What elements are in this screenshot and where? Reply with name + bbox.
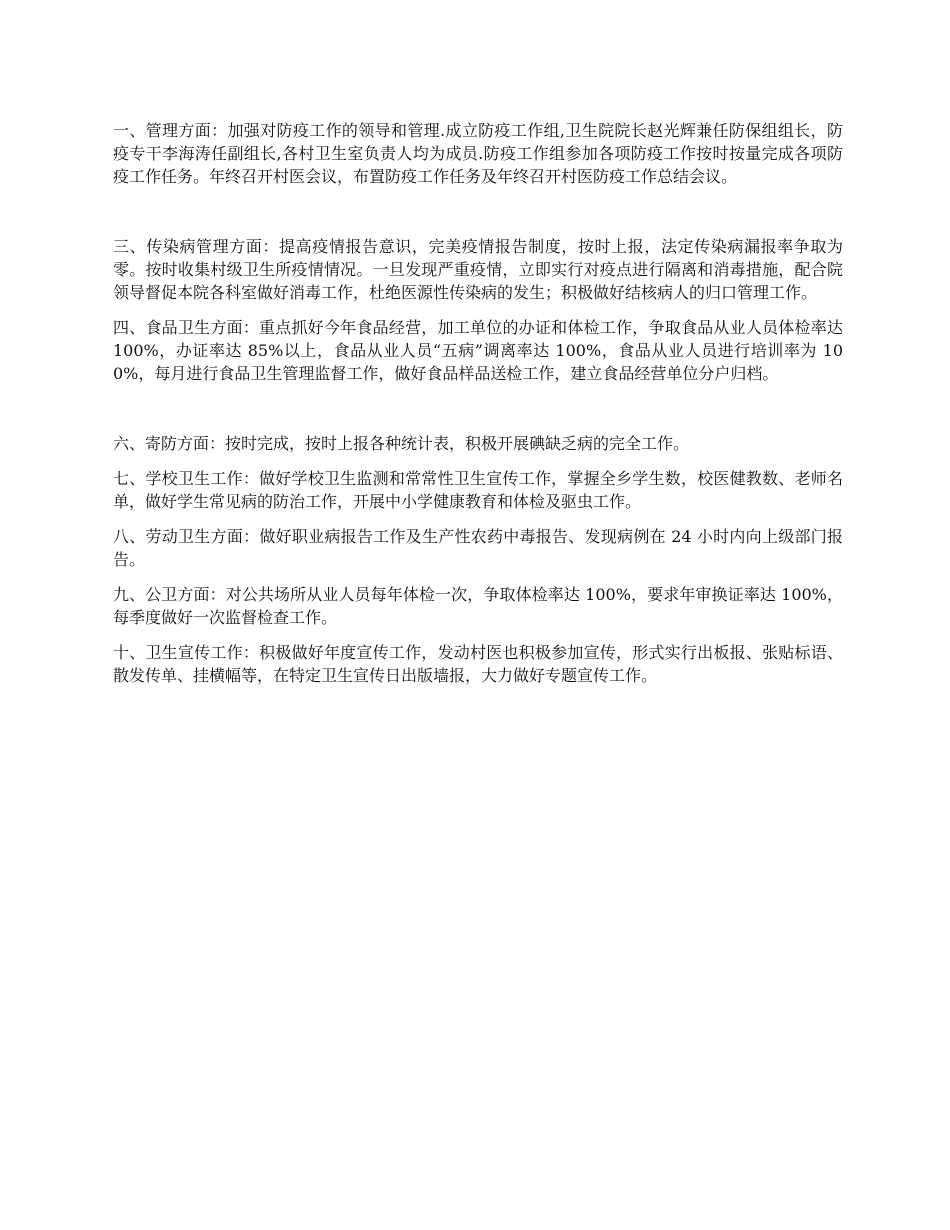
paragraph-gap bbox=[113, 200, 843, 235]
paragraph-infectious-disease: 三、传染病管理方面：提高疫情报告意识，完美疫情报告制度，按时上报，法定传染病漏报率争取为零。按时收集村级卫生所疫情情况。一旦发现严重疫情，立即实行对疫点进行隔离和消毒措施，配合院领导督促本院各科室做好消毒工作，杜绝医源性传染病的发生；积极做好结核病人的归口管理工作。 bbox=[113, 237, 843, 302]
paragraph-public-hygiene: 九、公卫方面：对公共场所从业人员每年体检一次，争取体检率达 100%，要求年审换证率达 100%，每季度做好一次监督检查工作。 bbox=[113, 585, 843, 627]
paragraph-gap bbox=[113, 397, 843, 432]
paragraph-food-hygiene: 四、食品卫生方面：重点抓好今年食品经营，加工单位的办证和体检工作，争取食品从业人员体检率达 100%，办证率达 85%以上，食品从业人员“五病”调离率达 100%，食品从业人员进行培训率为 100%，每月进行食品卫生管理监督工作，做好食品样品送检工作，建立食品经营单位分户归档。 bbox=[113, 318, 843, 383]
paragraph-labor-hygiene: 八、劳动卫生方面：做好职业病报告工作及生产性农药中毒报告、发现病例在 24 小时内向上级部门报告。 bbox=[113, 527, 843, 569]
document-body bbox=[113, 119, 843, 699]
paragraph-management: 一、管理方面：加强对防疫工作的领导和管理.成立防疫工作组,卫生院院长赵光辉兼任防保组组长，防疫专干李海涛任副组长,各村卫生室负责人均为成员.防疫工作组参加各项防疫工作按时按量完成各项防疫工作任务。年终召开村医会议，布置防疫工作任务及年终召开村医防疫工作总结会议。 bbox=[113, 121, 843, 186]
paragraph-school-hygiene: 七、学校卫生工作：做好学校卫生监测和常常性卫生宣传工作，掌握全乡学生数，校医健教数、老师名单，做好学生常见病的防治工作，开展中小学健康教育和体检及驱虫工作。 bbox=[113, 469, 843, 511]
paragraph-parasite-prevention: 六、寄防方面：按时完成，按时上报各种统计表，积极开展碘缺乏病的完全工作。 bbox=[113, 434, 690, 453]
paragraph-health-publicity: 十、卫生宣传工作：积极做好年度宣传工作，发动村医也积极参加宣传，形式实行出板报、张贴标语、散发传单、挂横幅等，在特定卫生宣传日出版墙报，大力做好专题宣传工作。 bbox=[113, 643, 843, 685]
